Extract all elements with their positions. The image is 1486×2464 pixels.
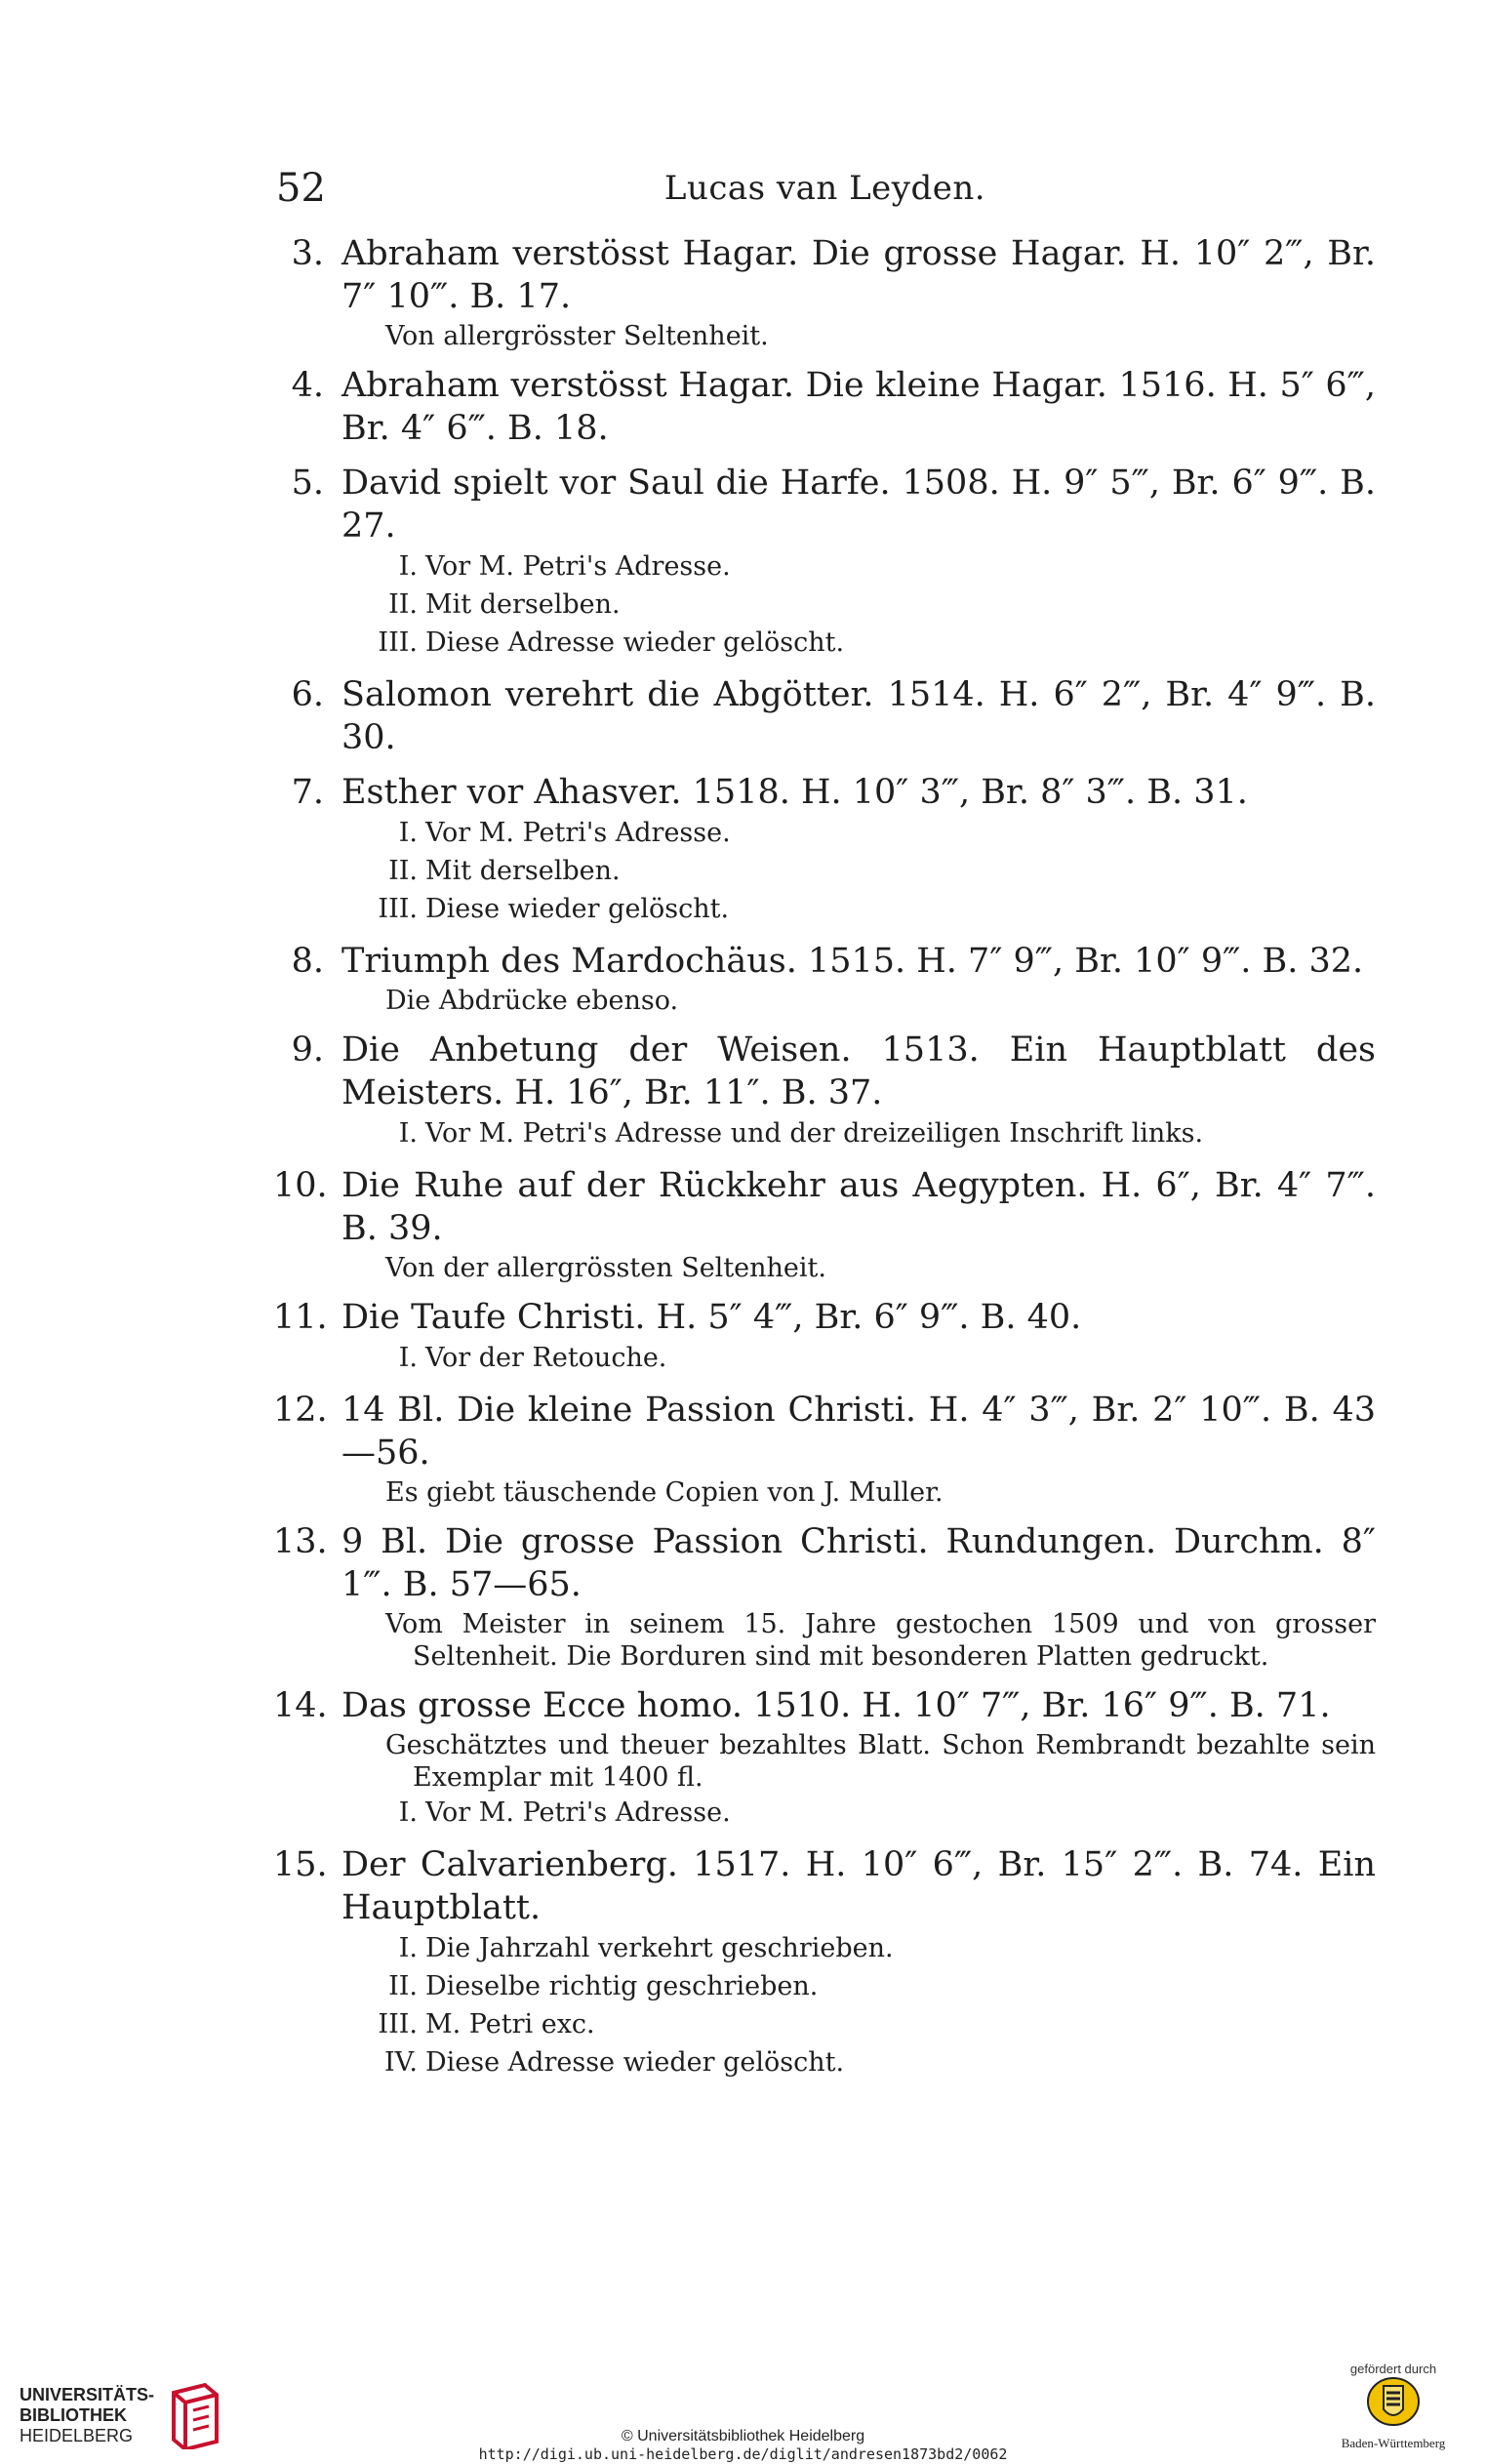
funder-name: Baden-Württemberg <box>1341 2436 1446 2450</box>
catalogue-entry <box>273 364 1376 450</box>
entry-title: Die Anbetung der Weisen. 1513. Ein Hauptblatt des Meisters. H. 16″, Br. 11″. B. 37. <box>341 1030 1376 1112</box>
state-text: Vor M. Petri's Adresse und der dreizeiligen Inschrift links. <box>425 1118 1204 1149</box>
catalogue-entry <box>273 1164 1376 1284</box>
state-text: Diese wieder gelöscht. <box>425 894 730 924</box>
page-header <box>276 164 1374 213</box>
state-numeral: II. <box>388 856 418 886</box>
state-line <box>359 852 1376 890</box>
state-numeral: I. <box>398 551 418 582</box>
state-line <box>359 586 1376 624</box>
state-line <box>359 2043 1376 2081</box>
entry-title: Das grosse Ecce homo. 1510. H. 10″ 7‴, Br. 16″ 9‴. B. 71. <box>341 1686 1331 1725</box>
permalink-url[interactable]: http://digi.ub.uni-heidelberg.de/diglit/andresen1873bd2/0062 <box>478 2445 1008 2463</box>
entry-number: 7. <box>291 773 324 812</box>
entry-number: 14. <box>273 1686 328 1725</box>
catalogue-entry <box>273 1389 1376 1509</box>
entry-number: 5. <box>291 464 324 503</box>
coat-of-arms-icon <box>1366 2376 1421 2427</box>
entry-note: Geschätztes und theuer bezahltes Blatt. Schon Rembrandt bezahlte sein Exemplar mit 1400 fl. <box>385 1730 1376 1793</box>
library-name-line1: UNIVERSITÄTS- <box>20 2385 155 2404</box>
state-numeral: II. <box>388 1971 418 2001</box>
state-numeral: III. <box>378 2009 418 2040</box>
library-name-line2: BIBLIOTHEK <box>20 2405 127 2425</box>
library-name-line3: HEIDELBERG <box>20 2426 134 2445</box>
entry-title: Die Taufe Christi. H. 5″ 4‴, Br. 6″ 9‴. B. 40. <box>341 1298 1082 1337</box>
state-text: Die Jahrzahl verkehrt geschrieben. <box>425 1933 894 1963</box>
catalogue-entry <box>273 940 1376 1017</box>
running-title: Lucas van Leyden. <box>663 169 986 208</box>
copyright-notice: © Universitätsbibliothek Heidelberg <box>621 2428 865 2444</box>
entry-title: Salomon verehrt die Abgötter. 1514. H. 6″ 2‴, Br. 4″ 9‴. B. 30. <box>341 675 1376 757</box>
entry-note: Es giebt täuschende Copien von J. Muller. <box>385 1477 944 1508</box>
entry-number: 15. <box>273 1845 328 1884</box>
state-line <box>359 1794 1376 1832</box>
entry-number: 4. <box>291 366 324 405</box>
catalogue-entry <box>273 1843 1376 2081</box>
state-numeral: I. <box>398 818 418 848</box>
entry-number: 8. <box>291 942 324 981</box>
catalogue-entry <box>273 232 1376 352</box>
page-number: 52 <box>276 166 326 211</box>
state-text: Diese Adresse wieder gelöscht. <box>425 627 845 658</box>
entry-number: 9. <box>291 1030 324 1070</box>
entry-note: Von allergrösster Seltenheit. <box>385 321 769 351</box>
state-line <box>359 890 1376 928</box>
entry-number: 3. <box>291 234 324 273</box>
entry-number: 11. <box>273 1298 328 1337</box>
catalogue-entry <box>273 1296 1376 1377</box>
entry-number: 6. <box>291 675 324 714</box>
entry-title: Der Calvarienberg. 1517. H. 10″ 6‴, Br. 15″ 2‴. B. 74. Ein Hauptblatt. <box>341 1845 1376 1927</box>
entry-note: Vom Meister in seinem 15. Jahre gestochen 1509 und von grosser Seltenheit. Die Borduren sind mit besonderen Platten gedruckt. <box>385 1609 1376 1672</box>
entry-title: Abraham verstösst Hagar. Die kleine Hagar. 1516. H. 5″ 6‴, Br. 4″ 6‴. B. 18. <box>341 366 1376 448</box>
state-line <box>359 2005 1376 2043</box>
entry-number: 13. <box>273 1522 328 1561</box>
page-footer <box>0 2352 1486 2464</box>
state-text: Vor M. Petri's Adresse. <box>425 551 731 582</box>
state-text: Vor der Retouche. <box>425 1343 667 1373</box>
state-numeral: I. <box>398 1343 418 1373</box>
entry-note: Die Abdrücke ebenso. <box>385 986 679 1016</box>
catalogue-entry <box>273 1520 1376 1673</box>
state-text: Vor M. Petri's Adresse. <box>425 1798 731 1828</box>
entry-title: 14 Bl. Die kleine Passion Christi. H. 4″ 3‴, Br. 2″ 10‴. B. 43—56. <box>341 1391 1376 1473</box>
funder-block <box>1310 2362 1476 2451</box>
state-line <box>359 624 1376 662</box>
catalogue-entry <box>273 771 1376 928</box>
state-text: Mit derselben. <box>425 856 621 886</box>
state-text: Vor M. Petri's Adresse. <box>425 818 731 848</box>
entry-title: Triumph des Mardochäus. 1515. H. 7″ 9‴, Br. 10″ 9‴. B. 32. <box>341 942 1364 981</box>
entry-note: Von der allergrössten Seltenheit. <box>385 1253 826 1283</box>
state-line <box>359 1967 1376 2005</box>
state-line <box>359 1339 1376 1377</box>
state-line <box>359 814 1376 852</box>
catalogue-entry <box>273 462 1376 662</box>
state-line <box>359 1114 1376 1152</box>
funded-by-label: gefördert durch <box>1349 2362 1437 2376</box>
state-numeral: I. <box>398 1118 418 1149</box>
state-line <box>359 1929 1376 1967</box>
state-line <box>359 547 1376 586</box>
state-numeral: II. <box>388 589 418 620</box>
state-numeral: IV. <box>383 2047 418 2078</box>
catalogue-entry <box>273 673 1376 759</box>
state-numeral: III. <box>378 627 418 658</box>
state-numeral: I. <box>398 1933 418 1963</box>
entry-title: Esther vor Ahasver. 1518. H. 10″ 3‴, Br. 8″ 3‴. B. 31. <box>341 773 1248 812</box>
catalogue-entry <box>273 1684 1376 1832</box>
catalogue-entries <box>273 232 1376 2093</box>
entry-title: 9 Bl. Die grosse Passion Christi. Rundungen. Durchm. 8″ 1‴. B. 57—65. <box>341 1522 1376 1604</box>
state-text: M. Petri exc. <box>425 2009 595 2040</box>
state-text: Diese Adresse wieder gelöscht. <box>425 2047 845 2078</box>
state-text: Mit derselben. <box>425 589 621 620</box>
entry-title: Die Ruhe auf der Rückkehr aus Aegypten. H. 6″, Br. 4″ 7‴. B. 39. <box>341 1166 1376 1248</box>
entry-title: Abraham verstösst Hagar. Die grosse Hagar. H. 10″ 2‴, Br. 7″ 10‴. B. 17. <box>341 234 1376 316</box>
catalogue-entry <box>273 1029 1376 1152</box>
entry-title: David spielt vor Saul die Harfe. 1508. H. 9″ 5‴, Br. 6″ 9‴. B. 27. <box>341 464 1376 545</box>
state-text: Dieselbe richtig geschrieben. <box>425 1971 819 2001</box>
state-numeral: III. <box>378 894 418 924</box>
entry-number: 12. <box>273 1391 328 1430</box>
state-numeral: I. <box>398 1798 418 1828</box>
entry-number: 10. <box>273 1166 328 1205</box>
